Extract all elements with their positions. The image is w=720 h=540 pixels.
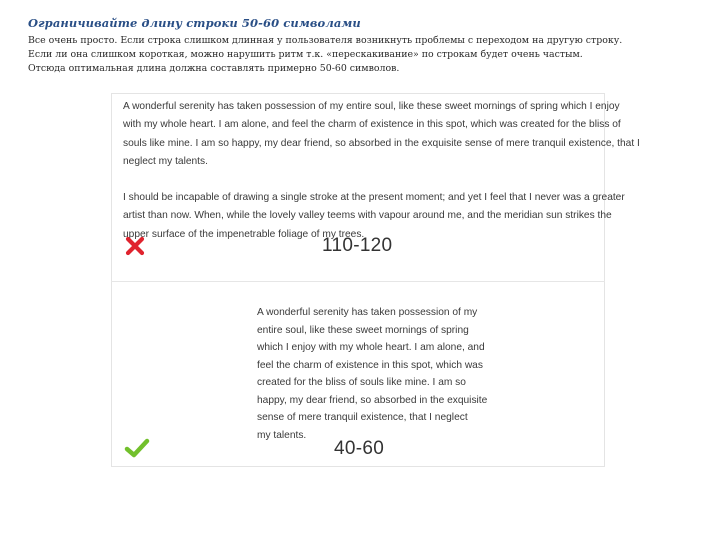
check-mark-icon <box>124 437 150 459</box>
intro-line: Все очень просто. Если строка слишком длинная у пользователя возникнуть проблемы с переходом на другую строку. <box>28 35 623 46</box>
sample-line: sense of mere tranquil existence, that I neglect <box>257 412 468 423</box>
sample-line: A wonderful serenity has taken possession of my <box>257 307 478 318</box>
intro-line: Отсюда оптимальная длина должна составлять примерно 50-60 символов. <box>28 63 400 74</box>
sample-line: created for the bliss of souls like mine. I am so <box>257 377 466 388</box>
sample-line: with my whole heart. I am alone, and feel the charm of existence in this spot, which was created for the bliss of <box>123 119 621 131</box>
sample-line: upper surface of the impenetrable foliage of my trees. <box>123 228 365 240</box>
sample-line: feel the charm of existence in this spot, which was <box>257 359 483 371</box>
slide-heading: Ограничивайте длину строки 50-60 символами <box>28 16 361 30</box>
sample-line: artist than now. When, while the lovely valley teems with vapour around me, and the meridian sun strikes the <box>123 210 612 222</box>
sample-line: happy, my dear friend, so absorbed in the exquisite <box>257 394 488 406</box>
sample-line: entire soul, like these sweet mornings of spring <box>257 324 469 336</box>
wide-text-sample <box>123 98 640 244</box>
sample-line: my talents. <box>257 429 307 441</box>
sample-line: souls like mine. I am so happy, my dear friend, so absorbed in the exquisite sense of mere tranquil existence, that I <box>123 137 640 149</box>
intro-paragraph <box>28 34 708 76</box>
x-mark-icon <box>125 236 145 256</box>
sample-line: I should be incapable of drawing a single stroke at the present moment; and yet I feel that I never was a greater <box>123 192 625 204</box>
sample-line: neglect my talents. <box>123 155 208 167</box>
examples-divider <box>111 281 605 282</box>
intro-line: Если ли она слишком короткая, можно нарушить ритм т.к. «перескакивание» по строкам будет очень частым. <box>28 49 583 60</box>
narrow-line-length-label: 40-60 <box>334 438 385 459</box>
wide-line-length-label: 110-120 <box>322 235 393 256</box>
sample-line: A wonderful serenity has taken possession of my entire soul, like these sweet mornings of spring which I enjoy <box>123 101 620 112</box>
sample-line: which I enjoy with my whole heart. I am alone, and <box>257 342 485 353</box>
narrow-text-sample <box>257 304 487 444</box>
